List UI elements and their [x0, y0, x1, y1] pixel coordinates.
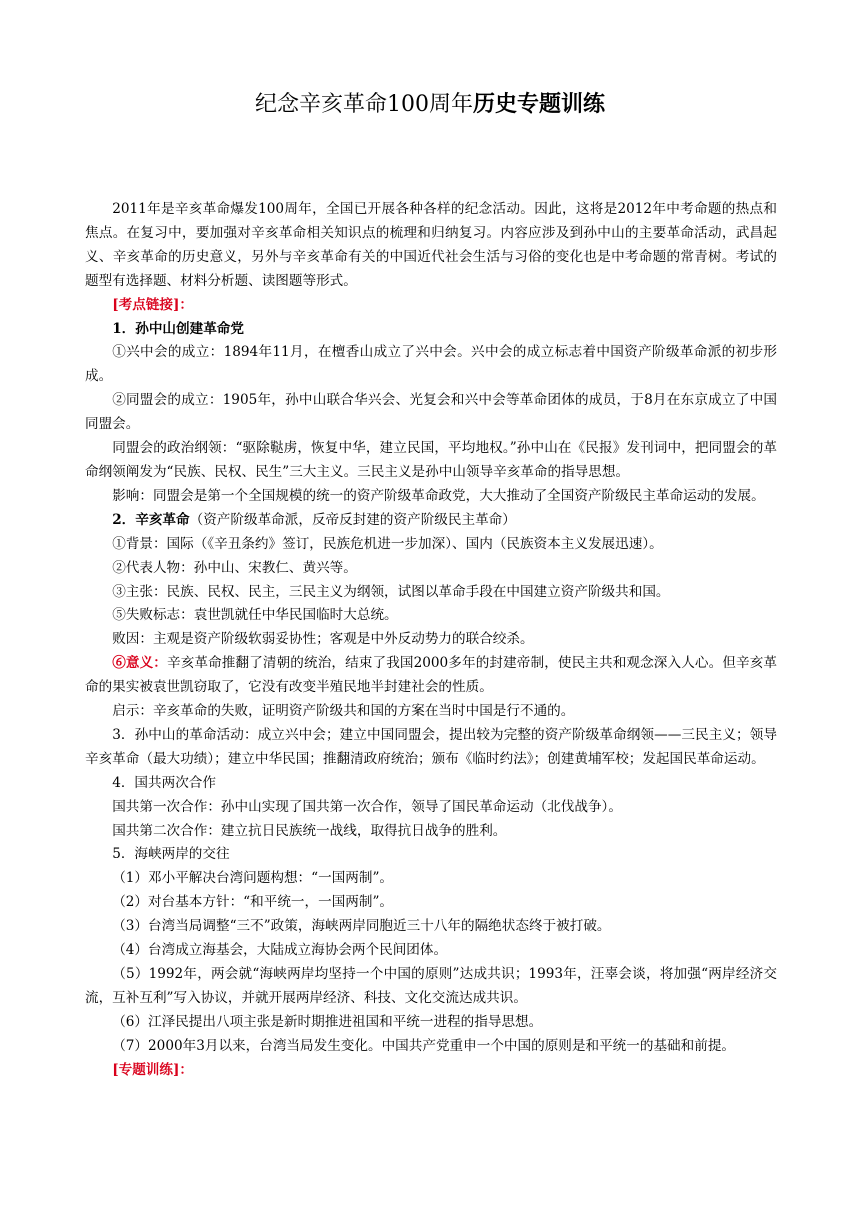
section-2-lesson: 启示：辛亥革命的失败，证明资产阶级共和国的方案在当时中国是行不通的。 [112, 703, 575, 720]
significance-text: 辛亥革命推翻了清朝的统治，结束了我国2000多年的封建帝制，使民主共和观念深入人心。但辛亥革命的果实被袁世凯窃取了，它没有改变半殖民地半封建社会的性质。 [85, 655, 778, 696]
intro-paragraph: 2011年是辛亥革命爆发100周年，全国已开展各种各样的纪念活动。因此，这将是2012年中考命题的热点和焦点。在复习中，要加强对辛亥革命相关知识点的梳理和归纳复习。内容应涉及到孙中山的主要革命活动，武昌起义、辛亥革命的历史意义，另外与辛亥革命有关的中国近代社会生活与习俗的变化也是中考命题的常青树。考试的题型有选择题、材料分析题、读图题等形式。 [85, 201, 777, 289]
page-title [0, 88, 860, 121]
section-5-item: （6）江泽民提出八项主张是新时期推进祖国和平统一进程的指导思想。 [112, 1013, 543, 1030]
kaodian-heading: [考点链接]： [112, 296, 194, 313]
section-5-item: （4）台湾成立海基会，大陆成立海协会两个民间团体。 [112, 942, 448, 959]
section-5-heading: 5．海峡两岸的交往 [112, 846, 230, 863]
section-2-background: ①背景：国际（《辛丑条约》签订，民族危机进一步加深）、国内（民族资本主义发展迅速）。 [112, 535, 663, 552]
section-4-first-cooperation: 国共第一次合作：孙中山实现了国共第一次合作，领导了国民革命运动（北伐战争）。 [112, 798, 622, 815]
section-1-heading: 1．孙中山创建革命党 [112, 320, 244, 337]
title-part-2: 历史专题训练 [472, 91, 605, 117]
section-4-heading: 4．国共两次合作 [112, 774, 216, 791]
section-1-influence: 影响：同盟会是第一个全国规模的统一的资产阶级革命政党，大大推动了全国资产阶级民主革命运动的发展。 [112, 487, 765, 504]
section-5-item: （2）对台基本方针：“和平统一，一国两制”。 [112, 894, 394, 911]
section-5-item: （3）台湾当局调整“三不”政策，海峡两岸同胞近三十八年的隔绝状态终于被打破。 [112, 918, 611, 935]
section-1-xingzhonghui: ①兴中会的成立：1894年11月，在檀香山成立了兴中会。兴中会的成立标志着中国资产阶级革命派的初步形成。 [85, 344, 777, 385]
section-2-heading-title: 2．辛亥革命 [112, 511, 190, 528]
section-3-paragraph: 3．孙中山的革命活动：成立兴中会；建立中国同盟会，提出较为完整的资产阶级革命纲领——三民主义；领导辛亥革命（最大功绩）；建立中华民国；推翻清政府统治；颁布《临时约法》；创建黄埔军校；发起国民革命运动。 [85, 726, 777, 767]
section-2-failure-sign: ⑤失败标志：袁世凯就任中华民国临时大总统。 [112, 607, 398, 624]
title-part-1: 纪念辛亥革命100周年 [254, 92, 473, 117]
document-body [85, 198, 777, 1083]
section-2-heading-note: （资产阶级革命派，反帝反封建的资产阶级民主革命） [189, 511, 516, 528]
significance-label: ⑥意义： [112, 655, 167, 672]
section-4-second-cooperation: 国共第二次合作：建立抗日民族统一战线，取得抗日战争的胜利。 [112, 822, 507, 839]
section-2-claims: ③主张：民族、民权、民主，三民主义为纲领，试图以革命手段在中国建立资产阶级共和国。 [112, 583, 670, 600]
section-5-item: （5）1992年，两会就“海峡两岸均坚持一个中国的原则”达成共识；1993年，汪辜会谈，将加强“两岸经济交流，互补互利”写入协议，并就开展两岸经济、科技、文化交流达成共识。 [85, 966, 777, 1006]
section-2-heading [85, 509, 777, 533]
section-1-program: 同盟会的政治纲领：“驱除鞑虏，恢复中华，建立民国，平均地权。”孙中山在《民报》发刊词中，把同盟会的革命纲领阐发为“民族、民权、民生”三大主义。三民主义是孙中山领导辛亥革命的指导思想。 [85, 440, 777, 480]
section-2-significance [85, 652, 777, 700]
zhuanti-heading: [专题训练]： [112, 1061, 194, 1078]
section-2-failure-cause: 败因：主观是资产阶级软弱妥协性；客观是中外反动势力的联合绞杀。 [112, 631, 534, 648]
section-5-item: （1）邓小平解决台湾问题构想：“一国两制”。 [112, 870, 394, 887]
section-1-tongmenghui: ②同盟会的成立：1905年，孙中山联合华兴会、光复会和兴中会等革命团体的成员，于8月在东京成立了中国同盟会。 [85, 392, 777, 433]
section-5-item: （7）2000年3月以来，台湾当局发生变化。中国共产党重申一个中国的原则是和平统一的基础和前提。 [112, 1037, 736, 1054]
section-2-figures: ②代表人物：孙中山、宋教仁、黄兴等。 [112, 559, 357, 576]
